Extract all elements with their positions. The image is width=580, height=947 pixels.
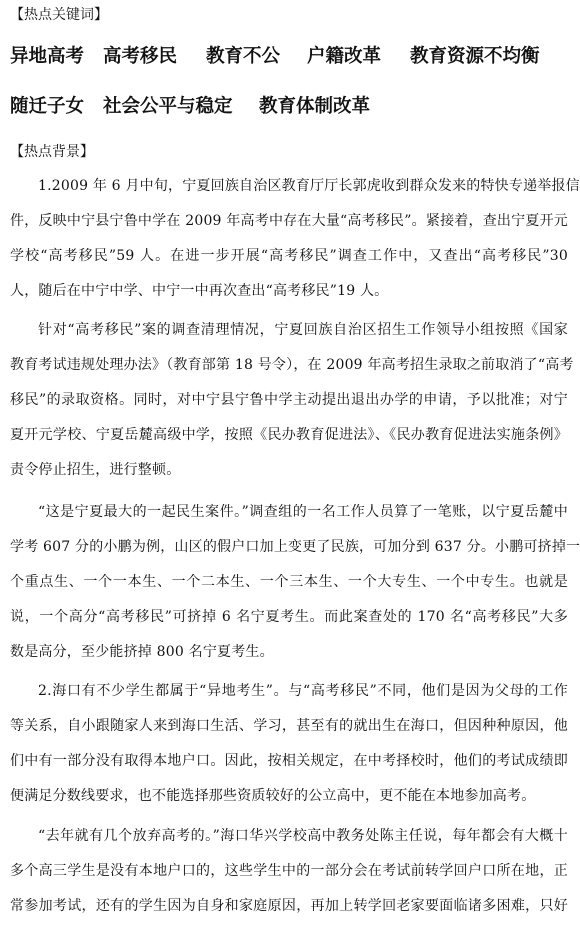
paragraph-line: 们中有一部分没有取得本地户口。因此，按相关规定，在中考择校时，他们的考试成绩即: [10, 753, 568, 769]
paragraph-line: 件，反映中宁县宁鲁中学在 2009 年高考中存在大量“高考移民”。紧接着，查出宁夏开元: [10, 213, 568, 229]
keyword: 教育资源不均衡: [410, 46, 540, 67]
keywords-section-label: 【热点关键词】: [10, 7, 108, 23]
paragraph-line: 2.海口有不少学生都属于“异地考生”。与“高考移民”不同，他们是因为父母的工作: [38, 683, 568, 699]
paragraph-line: 夏开元学校、宁夏岳麓高级中学，按照《民办教育促进法》、《民办教育促进法实施条例》: [10, 427, 568, 443]
keyword: 高考移民: [103, 46, 178, 67]
keyword: 异地高考: [10, 46, 85, 67]
paragraph-line: “这是宁夏最大的一起民生案件。”调查组的一名工作人员算了一笔账，以宁夏岳麓中: [38, 504, 568, 520]
background-section-label: 【热点背景】: [10, 144, 94, 160]
paragraph-line: 个重点生、一个一本生、一个二本生、一个三本生、一个大专生、一个中专生。也就是: [10, 574, 568, 590]
keyword: 教育体制改革: [259, 96, 371, 117]
paragraph-line: 多个高三学生是没有本地户口的，这些学生中的一部分会在考试前转学回户口所在地，正: [10, 863, 568, 879]
paragraph-line: 便满足分数线要求，也不能选择那些资质较好的公立高中，更不能在本地参加高考。: [10, 788, 536, 804]
paragraph-line: 数是高分，至少能挤掉 800 名宁夏考生。: [10, 644, 274, 660]
keywords-row-2: [10, 93, 580, 121]
keyword: 社会公平与稳定: [103, 96, 233, 117]
keyword: 教育不公: [206, 46, 281, 67]
keyword: 随迁子女: [10, 96, 85, 117]
paragraph-line: 责令停止招生，进行整顿。: [10, 462, 181, 478]
paragraph-line: 说，一个高分“高考移民”可挤掉 6 名宁夏考生。而此案查处的 170 名“高考移民”大多: [10, 609, 568, 625]
paragraph-line: 学考 607 分的小鹏为例，山区的假户口加上变更了民族，可加分到 637 分。小鹏可挤掉一: [10, 539, 580, 555]
paragraph-line: “去年就有几个放弃高考的。”海口华兴学校高中教务处陈主任说，每年都会有大概十: [38, 828, 568, 844]
paragraph-line: 移民”的录取资格。同时，对中宁县宁鲁中学主动提出退出办学的申请，予以批准；对宁: [10, 392, 568, 408]
paragraph-line: 针对“高考移民”案的调查清理情况，宁夏回族自治区招生工作领导小组按照《国家: [38, 322, 568, 338]
paragraph-line: 1.2009 年 6 月中旬，宁夏回族自治区教育厅厅长郭虎收到群众发来的特快专递举报信: [38, 178, 580, 194]
keyword: 户籍改革: [307, 46, 382, 67]
paragraph-line: 人，随后在中宁中学、中宁一中再次查出“高考移民”19 人。: [10, 283, 389, 299]
paragraph-line: 学校“高考移民”59 人。在进一步开展“高考移民”调查工作中，又查出“高考移民”30: [10, 248, 568, 264]
paragraph-line: 等关系，自小跟随家人来到海口生活、学习，甚至有的就出生在海口，但因种种原因，他: [10, 718, 568, 734]
paragraph-line: 教育考试违规处理办法》（教育部第 18 号令），在 2009 年高考招生录取之前取消了“高考: [10, 357, 574, 373]
paragraph-line: 常参加考试，还有的学生因为自身和家庭原因，再加上转学回老家要面临诸多困难，只好: [10, 898, 568, 914]
keywords-row-1: [10, 43, 580, 71]
